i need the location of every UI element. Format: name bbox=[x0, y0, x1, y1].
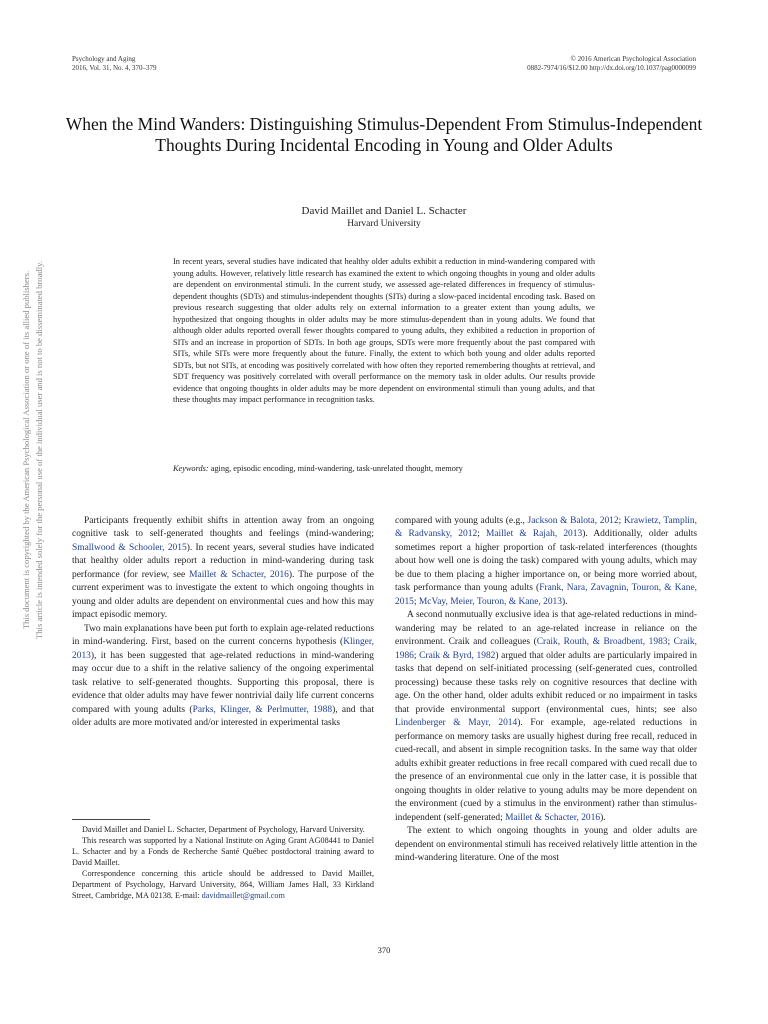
copyright-notice: © 2016 American Psychological Association bbox=[570, 55, 696, 63]
footnote-affiliation: David Maillet and Daniel L. Schacter, Department of Psychology, Harvard University. bbox=[82, 825, 365, 834]
footnote-funding: This research was supported by a National Institute on Aging Grant AG08441 to Daniel L. Schacter and by a Fonds de Recherche Santé Québec postdoctoral training award to David Maillet. bbox=[72, 836, 374, 867]
footnote-correspondence bbox=[72, 868, 374, 901]
keywords bbox=[173, 463, 463, 474]
text-run: Correspondence concerning this article should be addressed to David Maillet, Department of Psychology, Harvard University, 864, William James Hall, 33 Kirkland Street, Cambridge, MA 02138. E-mail: bbox=[72, 869, 374, 900]
copyright-header bbox=[527, 55, 696, 73]
citation-link[interactable]: Maillet & Schacter, 2016 bbox=[189, 569, 289, 580]
citation-link[interactable]: Jackson & Balota, 2012 bbox=[527, 516, 619, 526]
citation-link[interactable]: Parks, Klinger, & Perlmutter, 1988 bbox=[192, 704, 333, 715]
body-column-right bbox=[395, 515, 697, 866]
citation-link[interactable]: Craik, 1986 bbox=[395, 637, 697, 661]
citation-link[interactable]: Craik & Byrd, 1982 bbox=[419, 650, 496, 661]
text-run: ; bbox=[413, 596, 419, 607]
citation-link[interactable]: Craik, Routh, & Broadbent, 1983 bbox=[536, 637, 668, 648]
paragraph bbox=[72, 623, 374, 731]
page-number: 370 bbox=[377, 945, 391, 955]
journal-name: Psychology and Aging bbox=[72, 55, 136, 63]
authors: David Maillet and Daniel L. Schacter bbox=[301, 205, 467, 217]
text-run: ; bbox=[667, 637, 674, 648]
abstract: In recent years, several studies have indicated that healthy older adults exhibit a reduction in mind-wandering compared with young adults. However, relatively little research has examined the extent to which ongoing thoughts in young and older adults are dependent on environmental stimuli. In the current study, we assessed age-related differences in frequency of stimulus-dependent thoughts (SDTs) and stimulus-independent thoughts (SITs) during a slow-paced incidental encoding task. Based on previous research suggesting that older adults rely on external information to a greater extent than young adults, we hypothesized that ongoing thoughts in older adults may be more stimulus-dependent than in young adults. We found that although older adults reported overall fewer thoughts compared to young adults, they exhibited a reduction in proportion of SITs and an increase in proportion of SDTs. In both age groups, SDTs were more frequently about the past compared with SITs, while SITs were more frequently about the future. Finally, the extent to which both young and older adults reported SDTs, but not SITs, at encoding was positively correlated with how often they reported remembering thoughts at retrieval, and SDT frequency was positively correlated with overall performance on the memory task in older adults. Our results provide evidence that ongoing thoughts in older adults may be more dependent on environmental stimuli than young adults, and that these thoughts may impact performance in recognition tasks. bbox=[173, 257, 595, 404]
citation-link[interactable]: Krawietz, Tamplin, & Radvansky, 2012 bbox=[395, 516, 698, 540]
citation-link[interactable]: McVay, Meier, Touron, & Kane, 2013 bbox=[418, 596, 562, 607]
text-run: ; bbox=[618, 516, 624, 526]
keywords-text: aging, episodic encoding, mind-wandering, task-unrelated thought, memory bbox=[208, 464, 463, 473]
citation-link[interactable]: Smallwood & Schooler, 2015 bbox=[72, 542, 187, 553]
text-run: A second nonmutually exclusive idea is that age-related reductions in mind-wandering may be related to an age-related increase in reliance on the environment. Craik and colleagues ( bbox=[395, 610, 697, 648]
paragraph bbox=[395, 825, 697, 865]
journal-header bbox=[72, 55, 157, 73]
copyright-sidebar bbox=[6, 180, 46, 720]
citation-link[interactable]: Maillet & Rajah, 2013 bbox=[485, 529, 583, 540]
paragraph bbox=[395, 609, 697, 825]
paragraph bbox=[395, 515, 697, 609]
text-run: ). bbox=[561, 596, 568, 607]
text-run: ). Additionally, older adults sometimes report a higher proportion of task-related interferences (thoughts about how well one is doing the task) compared with young adults, which may be due to them placing a higher importance on, or being more worried about, task performance than young adults ( bbox=[395, 529, 697, 594]
text-run: ), it has been suggested that age-related reductions in mind-wandering may occur due to a shift in the relative saliency of the ongoing experimental task relative to self-generated thoughts. Supporting this proposal, there is evidence that older adults may have fewer nontrivial daily life current concerns compared with young adults ( bbox=[72, 650, 374, 715]
article-title: When the Mind Wanders: Distinguishing Stimulus-Dependent From Stimulus-Independent Thoughts During Incidental Encoding in Young and Older Adults bbox=[65, 114, 703, 155]
doi-line: 0882-7974/16/$12.00 http://dx.doi.org/10.1037/pag0000099 bbox=[527, 64, 696, 72]
journal-volume: 2016, Vol. 31, No. 4, 370–379 bbox=[72, 64, 157, 72]
text-run: ; bbox=[477, 529, 486, 540]
affiliation: Harvard University bbox=[347, 219, 421, 229]
text-run: compared with young adults (e.g., bbox=[395, 516, 528, 526]
footnote-divider bbox=[72, 819, 150, 820]
text-run: ). In recent years, several studies have indicated that healthy older adults report a reduction in mind-wandering during task performance (for review, see bbox=[72, 542, 374, 580]
text-run: ). The purpose of the current experiment was to investigate the extent to which ongoing thoughts in young and older adults are dependent on environmental cues and how this may impact episodic memory. bbox=[72, 569, 374, 621]
text-run: ; bbox=[413, 650, 420, 661]
text-run: ) argued that older adults are particularly impaired in tasks that depend on self-initiated processing (self-generated cues, controlled processing) because these tasks rely on cognitive resources that decline with age. On the other hand, older adults exhibit reduced or no impairment in tasks that provide environmental support (environmental cues, hints; see also bbox=[395, 650, 697, 715]
text-run: ). bbox=[600, 812, 606, 823]
citation-link[interactable]: Maillet & Schacter, 2016 bbox=[505, 812, 601, 823]
footnotes bbox=[72, 824, 374, 901]
citation-link[interactable]: Klinger, 2013 bbox=[72, 637, 374, 661]
text-run: Participants frequently exhibit shifts in attention away from an ongoing cognitive task to self-generated thoughts and feelings (mind-wandering; bbox=[72, 516, 374, 540]
sidebar-line-1: This document is copyrighted by the American Psychological Association or one of its allied publishers. bbox=[21, 270, 31, 630]
paragraph bbox=[72, 515, 374, 623]
citation-link[interactable]: Frank, Nara, Zavagnin, Touron, & Kane, 2015 bbox=[395, 583, 697, 607]
sidebar-line-2: This article is intended solely for the personal use of the individual user and is not to be disseminated broadly. bbox=[34, 261, 44, 639]
email-link[interactable]: davidmaillet@gmail.com bbox=[201, 891, 285, 900]
body-column-left bbox=[72, 515, 374, 731]
text-run: ), and that older adults are more motivated and/or interested in experimental tasks bbox=[72, 704, 374, 729]
keywords-label: Keywords: bbox=[173, 464, 209, 473]
citation-link[interactable]: Lindenberger & Mayr, 2014 bbox=[395, 718, 518, 729]
text-run: ). For example, age-related reductions in performance on memory tasks are usually highest during free recall, reduced in cued-recall, and absent in simple recognition tasks. In the same way that older adults exhibit greater reductions in free recall compared with cued recall due to the presence of an environmental cue only in the latter case, it is possible that ongoing thoughts in older relative to young adults may be more dependent on the environment (cued by a stimulus in the environment) rather than stimulus-independent (self-generated; bbox=[395, 718, 697, 823]
text-run: Two main explanations have been put forth to explain age-related reductions in mind-wandering. First, based on the current concerns hypothesis ( bbox=[72, 623, 374, 648]
text-run: The extent to which ongoing thoughts in young and older adults are dependent on environmental stimuli has received relatively little attention in the mind-wandering literature. One of the most bbox=[395, 826, 697, 864]
